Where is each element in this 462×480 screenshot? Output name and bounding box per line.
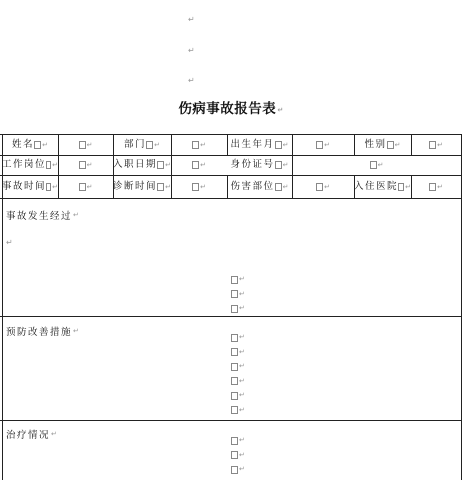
checkbox-icon bbox=[231, 377, 238, 385]
line-item bbox=[231, 359, 245, 374]
treatment-lines[interactable] bbox=[231, 433, 245, 477]
checkbox-icon bbox=[231, 466, 238, 474]
birth-label: 出生年月 bbox=[230, 139, 275, 151]
cell-end-mark: ↵ bbox=[200, 183, 206, 191]
paragraph-mark: ↵ bbox=[239, 304, 245, 313]
line-item bbox=[231, 403, 245, 418]
checkbox-icon bbox=[192, 141, 199, 149]
gender-label-cell bbox=[354, 135, 411, 155]
cell-end-mark: ↵ bbox=[86, 183, 93, 191]
entry-label-cell bbox=[113, 155, 171, 175]
line-item bbox=[231, 287, 245, 302]
checkbox-icon bbox=[316, 141, 323, 149]
paragraph-mark: ↵ bbox=[239, 275, 245, 284]
hospital-label-cell bbox=[354, 176, 411, 198]
line-item bbox=[231, 388, 245, 403]
hospital-value-cell[interactable] bbox=[411, 176, 461, 198]
line-item bbox=[231, 448, 245, 463]
checkbox-icon bbox=[275, 183, 282, 191]
paragraph-mark: ↵ bbox=[239, 405, 245, 414]
document-title-text: 伤病事故报告表 bbox=[178, 101, 277, 117]
accident-process-label: 事故发生经过 bbox=[6, 211, 73, 222]
cell-end-mark: ↵ bbox=[42, 141, 48, 149]
accident-time-label-cell bbox=[2, 176, 58, 198]
diagnosis-time-label-cell bbox=[113, 176, 171, 198]
checkbox-icon bbox=[231, 406, 238, 414]
paragraph-mark: ↵ bbox=[73, 210, 79, 219]
document-title bbox=[0, 97, 462, 117]
paragraph-mark: ↵ bbox=[188, 46, 195, 55]
cell-end-mark: ↵ bbox=[324, 141, 330, 149]
paragraph-mark: ↵ bbox=[239, 436, 245, 445]
cell-end-mark: ↵ bbox=[282, 141, 289, 149]
section-divider bbox=[0, 316, 462, 317]
paragraph-mark: ↵ bbox=[239, 376, 245, 385]
checkbox-icon bbox=[429, 141, 436, 149]
checkbox-icon bbox=[231, 305, 238, 313]
line-item bbox=[231, 374, 245, 389]
id-label: 身份证号 bbox=[230, 159, 275, 171]
checkbox-icon bbox=[398, 183, 404, 191]
position-label-cell bbox=[2, 155, 58, 175]
checkbox-icon bbox=[192, 161, 199, 169]
treatment-heading bbox=[6, 423, 57, 442]
line-item bbox=[231, 345, 245, 360]
gender-value-cell[interactable] bbox=[411, 135, 461, 155]
row-divider bbox=[0, 198, 462, 199]
injury-part-label-cell bbox=[227, 176, 292, 198]
accident-time-value-cell[interactable] bbox=[58, 176, 113, 198]
checkbox-icon bbox=[146, 141, 153, 149]
entry-value-cell[interactable] bbox=[171, 155, 227, 175]
line-item bbox=[231, 462, 245, 477]
paragraph-mark: ↵ bbox=[51, 429, 57, 438]
injury-part-value-cell[interactable] bbox=[292, 176, 354, 198]
entry-label: 入职日期 bbox=[113, 159, 158, 171]
line-item bbox=[231, 330, 245, 345]
dept-label-cell bbox=[113, 135, 171, 155]
prevention-lines[interactable] bbox=[231, 330, 245, 417]
cell-end-mark: ↵ bbox=[52, 183, 58, 191]
checkbox-icon bbox=[46, 183, 51, 191]
accident-time-label: 事故时间 bbox=[2, 181, 47, 193]
gender-label: 性别 bbox=[364, 139, 387, 151]
checkbox-icon bbox=[316, 183, 323, 191]
dept-label: 部门 bbox=[124, 139, 147, 151]
section-divider bbox=[0, 420, 462, 421]
checkbox-icon bbox=[34, 141, 41, 149]
paragraph-mark: ↵ bbox=[239, 391, 245, 400]
id-label-cell bbox=[227, 155, 292, 175]
paragraph-mark: ↵ bbox=[239, 333, 245, 342]
paragraph-mark: ↵ bbox=[239, 450, 245, 459]
injury-part-label: 伤害部位 bbox=[230, 181, 275, 193]
paragraph-mark: ↵ bbox=[239, 465, 245, 474]
prevention-label: 预防改善措施 bbox=[6, 327, 73, 338]
checkbox-icon bbox=[231, 437, 238, 445]
cell-end-mark: ↵ bbox=[86, 161, 93, 169]
accident-process-heading bbox=[6, 204, 79, 223]
checkbox-icon bbox=[192, 183, 199, 191]
cell-end-mark: ↵ bbox=[394, 141, 401, 149]
paragraph-mark: ↵ bbox=[188, 76, 195, 85]
checkbox-icon bbox=[46, 161, 51, 169]
cell-end-mark: ↵ bbox=[165, 183, 171, 191]
birth-value-cell[interactable] bbox=[292, 135, 354, 155]
dept-value-cell[interactable] bbox=[171, 135, 227, 155]
checkbox-icon bbox=[231, 276, 238, 284]
position-value-cell[interactable] bbox=[58, 155, 113, 175]
checkbox-icon bbox=[387, 141, 394, 149]
checkbox-icon bbox=[231, 451, 238, 459]
paragraph-mark: ↵ bbox=[239, 347, 245, 356]
checkbox-icon bbox=[275, 141, 282, 149]
checkbox-icon bbox=[231, 348, 238, 356]
name-label-cell bbox=[2, 135, 58, 155]
checkbox-icon bbox=[275, 161, 282, 169]
treatment-label: 治疗情况 bbox=[6, 430, 51, 441]
checkbox-icon bbox=[157, 183, 164, 191]
line-item bbox=[231, 433, 245, 448]
line-item bbox=[231, 272, 245, 287]
paragraph-mark: ↵ bbox=[188, 15, 195, 24]
checkbox-icon bbox=[231, 363, 238, 371]
cell-end-mark: ↵ bbox=[165, 161, 171, 169]
cell-end-mark: ↵ bbox=[437, 141, 443, 149]
cell-end-mark: ↵ bbox=[282, 183, 289, 191]
cell-end-mark: ↵ bbox=[52, 161, 58, 169]
checkbox-icon bbox=[231, 392, 238, 400]
cell-end-mark: ↵ bbox=[405, 183, 411, 191]
checkbox-icon bbox=[231, 290, 238, 298]
paragraph-mark: ↵ bbox=[277, 105, 284, 114]
diagnosis-time-label: 诊断时间 bbox=[113, 181, 158, 193]
id-value-cell[interactable] bbox=[292, 155, 461, 175]
checkbox-icon bbox=[157, 161, 164, 169]
cell-end-mark: ↵ bbox=[282, 161, 289, 169]
checkbox-icon bbox=[79, 183, 86, 191]
name-label: 姓名 bbox=[12, 139, 35, 151]
diagnosis-time-value-cell[interactable] bbox=[171, 176, 227, 198]
cell-end-mark: ↵ bbox=[324, 183, 330, 191]
paragraph-mark: ↵ bbox=[239, 362, 245, 371]
hospital-label: 入住医院 bbox=[354, 181, 399, 193]
line-item bbox=[231, 301, 245, 316]
paragraph-mark: ↵ bbox=[6, 238, 13, 247]
checkbox-icon bbox=[429, 183, 436, 191]
accident-process-lines[interactable] bbox=[231, 272, 245, 316]
cell-end-mark: ↵ bbox=[86, 141, 93, 149]
cell-end-mark: ↵ bbox=[437, 183, 443, 191]
birth-label-cell bbox=[227, 135, 292, 155]
paragraph-mark: ↵ bbox=[73, 326, 79, 335]
checkbox-icon bbox=[79, 161, 86, 169]
cell-end-mark: ↵ bbox=[154, 141, 160, 149]
cell-end-mark: ↵ bbox=[377, 161, 384, 169]
name-value-cell[interactable] bbox=[58, 135, 113, 155]
position-label: 工作岗位 bbox=[2, 159, 47, 171]
prevention-heading bbox=[6, 320, 79, 339]
checkbox-icon bbox=[231, 334, 238, 342]
paragraph-mark: ↵ bbox=[239, 289, 245, 298]
checkbox-icon bbox=[79, 141, 86, 149]
cell-end-mark: ↵ bbox=[200, 141, 206, 149]
checkbox-icon bbox=[370, 161, 377, 169]
cell-end-mark: ↵ bbox=[200, 161, 206, 169]
